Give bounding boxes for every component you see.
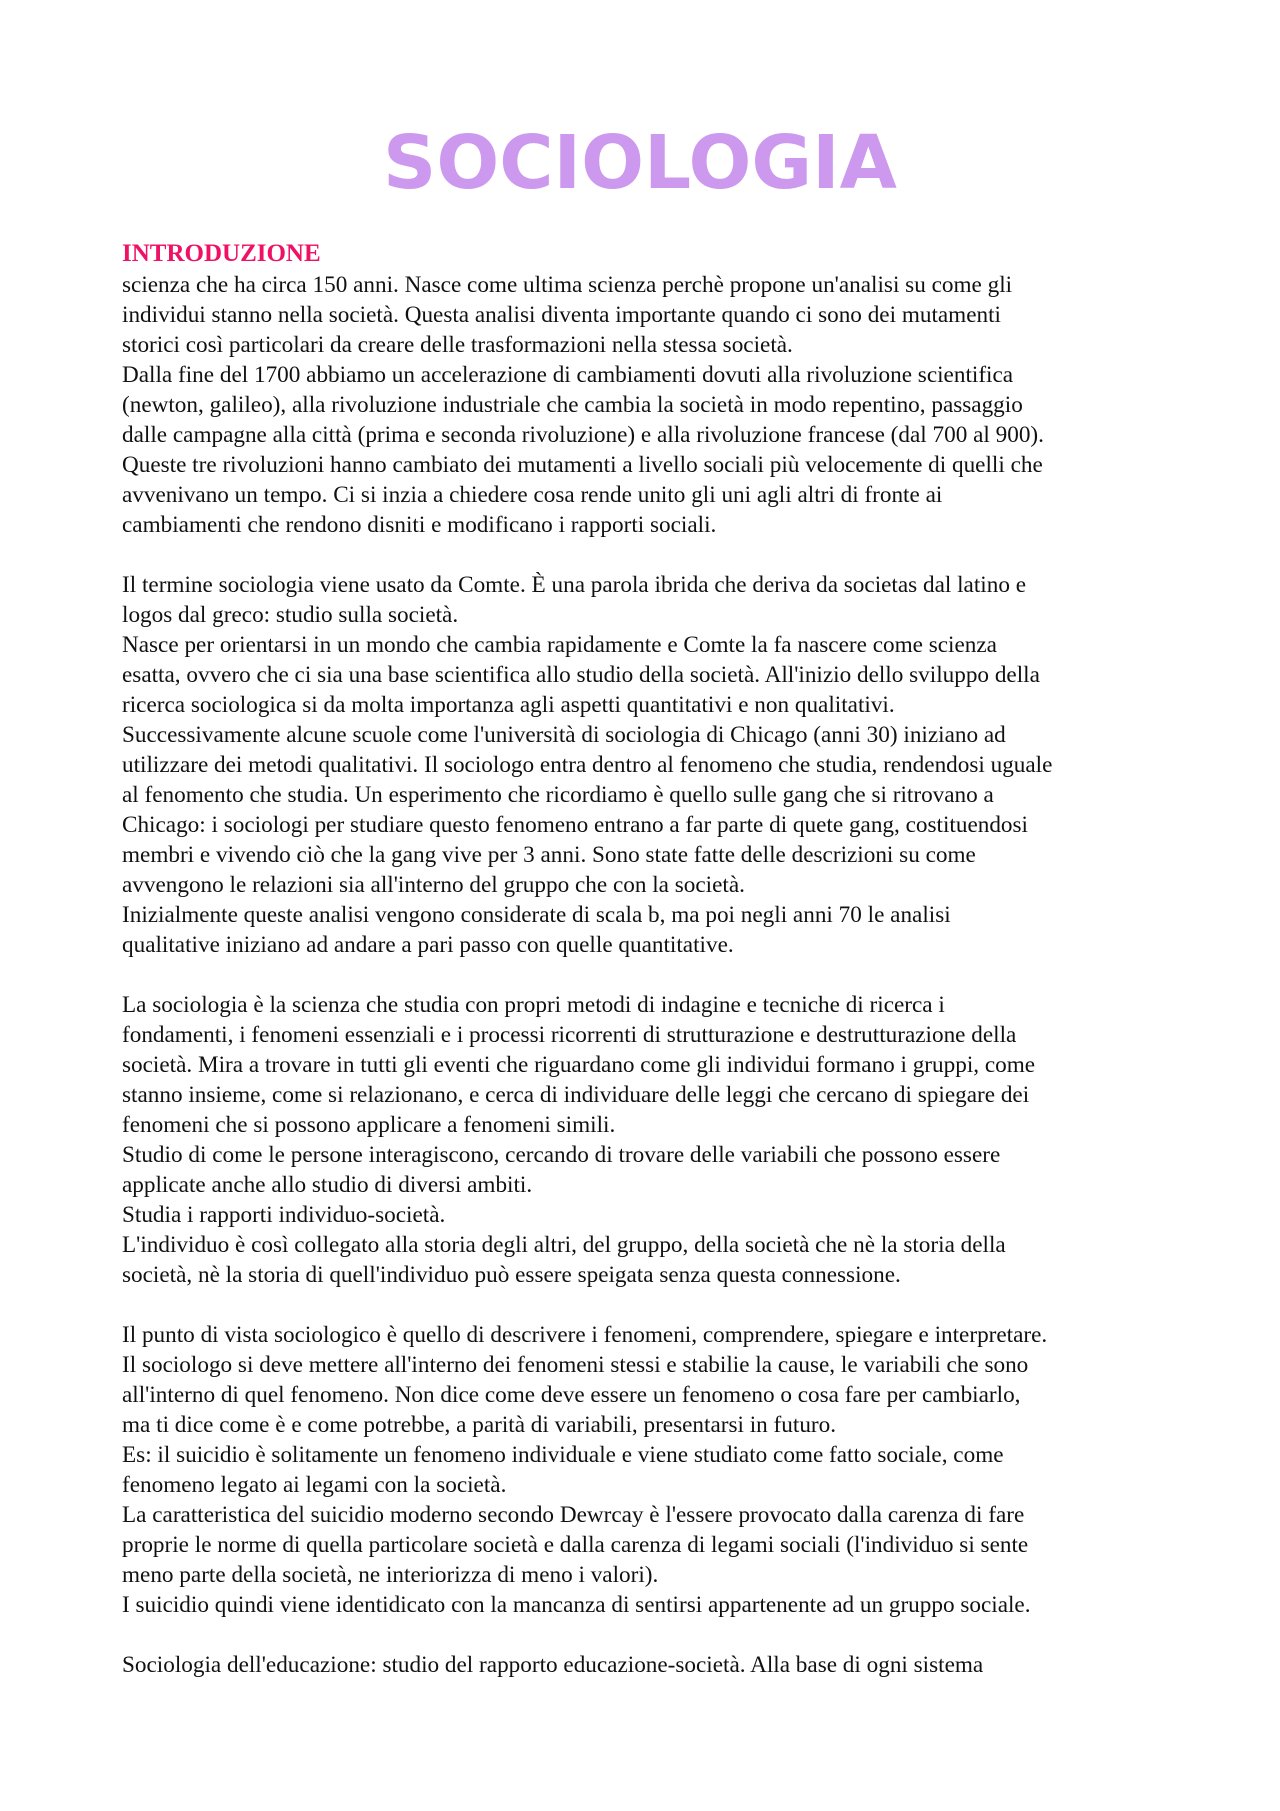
- text-line: logos dal greco: studio sulla società.: [122, 602, 459, 628]
- text-line: Sociologia dell'educazione: studio del rapporto educazione-società. Alla base di ogni sistema: [122, 1652, 984, 1678]
- text-line: meno parte della società, ne interiorizza di meno i valori).: [122, 1562, 659, 1588]
- text-line: Chicago: i sociologi per studiare questo fenomeno entrano a far parte di quete gang, costituendosi: [122, 812, 1028, 838]
- paragraph: [122, 990, 1172, 1290]
- paragraph-spacer: [122, 960, 1172, 990]
- text-line: Nasce per orientarsi in un mondo che cambia rapidamente e Comte la fa nascere come scienza: [122, 632, 997, 658]
- document-title: SOCIOLOGIA: [383, 120, 897, 206]
- paragraph-spacer: [122, 540, 1172, 570]
- text-line: dalle campagne alla città (prima e seconda rivoluzione) e alla rivoluzione francese (dal 700 al 900).: [122, 422, 1044, 448]
- text-line: all'interno di quel fenomeno. Non dice come deve essere un fenomeno o cosa fare per cambiarlo,: [122, 1382, 1021, 1408]
- paragraph: [122, 1650, 1172, 1680]
- text-line: società. Mira a trovare in tutti gli eventi che riguardano come gli individui formano i gruppi, come: [122, 1052, 1036, 1078]
- text-line: ricerca sociologica si da molta importanza agli aspetti quantitativi e non qualitativi.: [122, 692, 895, 718]
- text-line: Dalla fine del 1700 abbiamo un accelerazione di cambiamenti dovuti alla rivoluzione scientifica: [122, 362, 1014, 388]
- text-line: fondamenti, i fenomeni essenziali e i processi ricorrenti di strutturazione e destrutturazione della: [122, 1022, 1017, 1048]
- text-line: Il termine sociologia viene usato da Comte. È una parola ibrida che deriva da societas dal latino e: [122, 572, 1026, 598]
- text-line: (newton, galileo), alla rivoluzione industriale che cambia la società in modo repentino, passaggio: [122, 392, 1023, 418]
- text-line: qualitative iniziano ad andare a pari passo con quelle quantitative.: [122, 932, 734, 958]
- text-line: Il punto di vista sociologico è quello di descrivere i fenomeni, comprendere, spiegare e interpretare.: [122, 1322, 1048, 1348]
- text-line: Il sociologo si deve mettere all'interno dei fenomeni stessi e stabilie la cause, le variabili che sono: [122, 1352, 1029, 1378]
- text-line: fenomeno legato ai legami con la società.: [122, 1472, 507, 1498]
- text-line: Studia i rapporti individuo-società.: [122, 1202, 446, 1228]
- text-line: membri e vivendo ciò che la gang vive per 3 anni. Sono state fatte delle descrizioni su come: [122, 842, 976, 868]
- document-body: [122, 238, 1172, 1680]
- text-line: Studio di come le persone interagiscono, cercando di trovare delle variabili che possono essere: [122, 1142, 1001, 1168]
- text-line: Successivamente alcune scuole come l'università di sociologia di Chicago (anni 30) iniziano ad: [122, 722, 1006, 748]
- text-line: individui stanno nella società. Questa analisi diventa importante quando ci sono dei mutamenti: [122, 302, 1001, 328]
- text-line: Queste tre rivoluzioni hanno cambiato dei mutamenti a livello sociali più velocemente di quelli che: [122, 452, 1043, 478]
- text-line: storici così particolari da creare delle trasformazioni nella stessa società.: [122, 332, 793, 358]
- paragraph: [122, 1320, 1172, 1620]
- section-heading-introduzione: INTRODUZIONE: [122, 240, 321, 267]
- text-line: avvengono le relazioni sia all'interno del gruppo che con la società.: [122, 872, 745, 898]
- text-line: stanno insieme, come si relazionano, e cerca di individuare delle leggi che cercano di spiegare dei: [122, 1082, 1030, 1108]
- text-line: scienza che ha circa 150 anni. Nasce come ultima scienza perchè propone un'analisi su come gli: [122, 272, 1013, 298]
- text-line: Es: il suicidio è solitamente un fenomeno individuale e viene studiato come fatto sociale, come: [122, 1442, 1004, 1468]
- text-line: I suicidio quindi viene identidicato con la mancanza di sentirsi appartenente ad un gruppo sociale.: [122, 1592, 1031, 1618]
- text-line: La sociologia è la scienza che studia con propri metodi di indagine e tecniche di ricerca i: [122, 992, 945, 1018]
- paragraph-list: [122, 270, 1172, 1680]
- text-line: cambiamenti che rendono disniti e modificano i rapporti sociali.: [122, 512, 717, 538]
- text-line: esatta, ovvero che ci sia una base scientifica allo studio della società. All'inizio dello sviluppo della: [122, 662, 1040, 688]
- text-line: La caratteristica del suicidio moderno secondo Dewrcay è l'essere provocato dalla carenza di fare: [122, 1502, 1025, 1528]
- paragraph: [122, 270, 1172, 540]
- text-line: utilizzare dei metodi qualitativi. Il sociologo entra dentro al fenomeno che studia, rendendosi uguale: [122, 752, 1053, 778]
- text-line: al fenomento che studia. Un esperimento che ricordiamo è quello sulle gang che si ritrovano a: [122, 782, 994, 808]
- text-line: proprie le norme di quella particolare società e dalla carenza di legami sociali (l'individuo si sente: [122, 1532, 1029, 1558]
- text-line: applicate anche allo studio di diversi ambiti.: [122, 1172, 533, 1198]
- paragraph: [122, 570, 1172, 960]
- text-line: Inizialmente queste analisi vengono considerate di scala b, ma poi negli anni 70 le analisi: [122, 902, 951, 928]
- text-line: ma ti dice come è e come potrebbe, a parità di variabili, presentarsi in futuro.: [122, 1412, 837, 1438]
- text-line: fenomeni che si possono applicare a fenomeni simili.: [122, 1112, 616, 1138]
- paragraph-spacer: [122, 1620, 1172, 1650]
- text-line: L'individuo è così collegato alla storia degli altri, del gruppo, della società che nè la storia della: [122, 1232, 1006, 1258]
- text-line: avvenivano un tempo. Ci si inzia a chiedere cosa rende unito gli uni agli altri di fronte ai: [122, 482, 943, 508]
- text-line: società, nè la storia di quell'individuo può essere speigata senza questa connessione.: [122, 1262, 901, 1288]
- paragraph-spacer: [122, 1290, 1172, 1320]
